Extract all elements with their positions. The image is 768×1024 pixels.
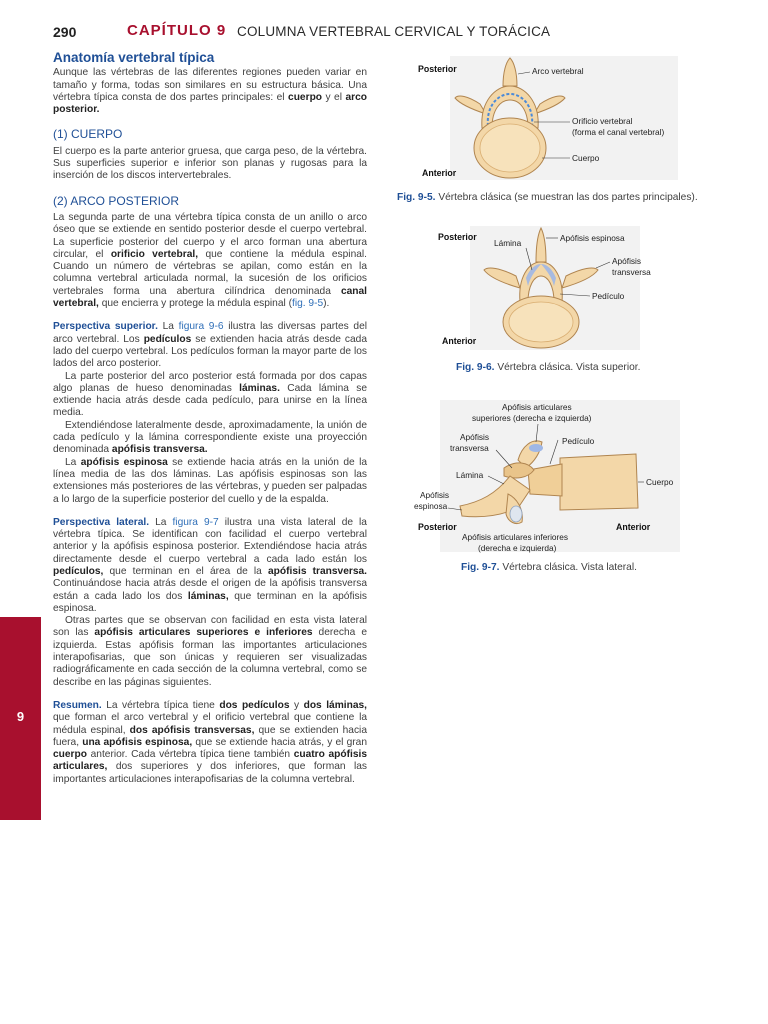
paragraph-resumen: Resumen. La vértebra típica tiene dos pedículos y dos láminas, que forman el arco vertebral y el orificio vertebral que contiene la médula espinal, dos apófisis transversas, que se extienden hacia fuera, una apófisis espinosa, que se extiende hacia atrás, y el gran cuerpo anterior. Cada vértebra típica tiene también cuatro apófisis articulares, dos superiores y dos inferiores, que forman las importantes articulaciones interapofisarias de la columna vertebral. xyxy=(53,699,367,785)
paragraph-superior-1: Perspectiva superior. La figura 9-6 ilustra las diversas partes del arco vertebral. Los pedículos se extienden hacia atrás desde cada lado del cuerpo vertebral. Los pedículos forman la mayor parte de los lados del arco posterior. xyxy=(53,321,367,370)
figure-9-5 xyxy=(400,52,710,182)
paragraph-arco: La segunda parte de una vértebra típica consta de un anillo o arco óseo que se extiende en sentido posterior desde el cuerpo vertebral. La superficie posterior del cuerpo y el arco forman una abertura circular, el orificio vertebral, que contiene la médula espinal. Cuando un número de vértebras se apilan, como están en la columna vertebral articulada normal, la sucesión de los orificios vertebrales forma una abertura cilíndrica denominada canal vertebral, que encierra y protege la médula espinal (fig. 9-5). xyxy=(53,211,367,310)
paragraph-lateral-2: Otras partes que se observan con facilidad en esta vista lateral son las apófisis articulares superiores e inferiores derecha e izquierda. Estas apófisis forman las importantes articulaciones interapofisarias, que son únicas y requieren ser visualizadas radiográficamente en cada sección de la columna vertebral, como se describe en las páginas siguientes. xyxy=(53,615,367,688)
side-tab-number: 9 xyxy=(16,709,25,724)
subheading-arco-posterior: (2) ARCO POSTERIOR xyxy=(53,193,180,208)
link-fig-9-6[interactable]: figura 9-6 xyxy=(178,321,224,333)
body-text-column xyxy=(53,52,367,786)
lateral-body-shape xyxy=(560,454,638,510)
fig5-orificio-label-1: Orificio vertebral xyxy=(572,116,633,126)
fig6-transversa-label-1: Apófisis xyxy=(612,256,642,266)
fig7-anterior-label: Anterior xyxy=(616,522,651,532)
figure-9-6-caption: Fig. 9-6. Vértebra clásica. Vista superior. xyxy=(456,362,641,373)
chapter-side-tab xyxy=(0,617,41,820)
superior-articular-highlight xyxy=(529,444,543,452)
fig7-lamina-label: Lámina xyxy=(456,470,484,480)
fig7-cuerpo-label: Cuerpo xyxy=(646,477,674,487)
fig6-pediculo-label: Pedículo xyxy=(592,291,625,301)
link-fig-9-5[interactable]: fig. 9-5 xyxy=(292,298,324,310)
fig7-inf-art-label-2: (derecha e izquierda) xyxy=(478,543,557,553)
fig5-orificio-label-2: (forma el canal vertebral) xyxy=(572,127,665,137)
fig6-anterior-label: Anterior xyxy=(442,336,477,346)
paragraph-superior-4: La apófisis espinosa se extiende hacia atrás en la unión de la línea media de las dos láminas. Las apófisis espinosas son las extensiones más posteriores de las vértebras, y pueden ser palpadas a lo largo de la superficie posterior del cuello y de la espalda. xyxy=(53,456,367,505)
fig7-posterior-label: Posterior xyxy=(418,522,457,532)
fig7-espinosa-label-1: Apófisis xyxy=(420,490,450,500)
page-header xyxy=(0,22,768,44)
fig5-anterior-label: Anterior xyxy=(422,168,457,178)
fig7-sup-art-label-1: Apófisis articulares xyxy=(502,402,572,412)
fig7-pediculo-label: Pedículo xyxy=(562,436,595,446)
chapter-label: CAPÍTULO 9 xyxy=(127,22,227,39)
figure-9-7 xyxy=(400,398,710,558)
page-number: 290 xyxy=(53,24,77,40)
fig5-arco-label: Arco vertebral xyxy=(532,66,584,76)
fig7-transversa-label-1: Apófisis xyxy=(460,432,490,442)
subheading-cuerpo: (1) CUERPO xyxy=(53,127,123,142)
fig7-inf-art-label-1: Apófisis articulares inferiores xyxy=(462,532,569,542)
fig6-espinosa-label: Apófisis espinosa xyxy=(560,233,625,243)
fig6-posterior-label: Posterior xyxy=(438,232,477,242)
link-fig-9-7[interactable]: figura 9-7 xyxy=(172,516,219,528)
fig7-espinosa-label-2: espinosa xyxy=(414,501,448,511)
paragraph-superior-2: La parte posterior del arco posterior está formada por dos capas algo planas de hueso denominadas láminas. Cada lámina se extiende hacia atrás desde cada pedículo, para unirse en la línea media. xyxy=(53,370,367,419)
fig5-posterior-label: Posterior xyxy=(418,64,457,74)
figure-9-7-caption: Fig. 9-7. Vértebra clásica. Vista lateral. xyxy=(461,562,637,573)
chapter-title: COLUMNA VERTEBRAL CERVICAL Y TORÁCICA xyxy=(237,24,551,39)
paragraph-superior-3: Extendiéndose lateralmente desde, aproximadamente, la unión de cada pedículo y la lámina correspondiente existe una proyección denominada apófisis transversa. xyxy=(53,419,367,456)
fig6-lamina-label: Lámina xyxy=(494,238,522,248)
paragraph-lateral-1: Perspectiva lateral. La figura 9-7 ilustra una vista lateral de la vértebra típica. Se identifican con facilidad el cuerpo vertebral anterior y la apófisis espinosa posterior. Extendiéndose hacia atrás directamente desde el cuerpo vertebral a cada lado están los pedículos, que terminan en el área de la apófisis transversa. Continuándose hacia atrás desde el origen de la apófisis transversa están a cada lado los dos láminas, que terminan en la apófisis espinosa. xyxy=(53,516,367,614)
figure-9-6 xyxy=(430,222,680,352)
section-heading-anatomy: Anatomía vertebral típica xyxy=(53,50,215,65)
fig6-transversa-label-2: transversa xyxy=(612,267,651,277)
fig7-sup-art-label-2: superiores (derecha e izquierda) xyxy=(472,413,592,423)
fig7-transversa-label-2: transversa xyxy=(450,443,489,453)
fig5-cuerpo-label: Cuerpo xyxy=(572,153,600,163)
paragraph-cuerpo: El cuerpo es la parte anterior gruesa, que carga peso, de la vértebra. Sus superficies superior e inferior son planas y rugosas para la inserción de los discos intervertebrales. xyxy=(53,145,367,182)
figure-9-5-caption: Fig. 9-5. Vértebra clásica (se muestran las dos partes principales). xyxy=(397,192,698,203)
paragraph-intro: Aunque las vértebras de las diferentes regiones pueden variar en tamaño y forma, todas son similares en su estructura básica. Una vértebra típica consta de dos partes principales: el cuerpo y el arco posterior. xyxy=(53,67,367,116)
